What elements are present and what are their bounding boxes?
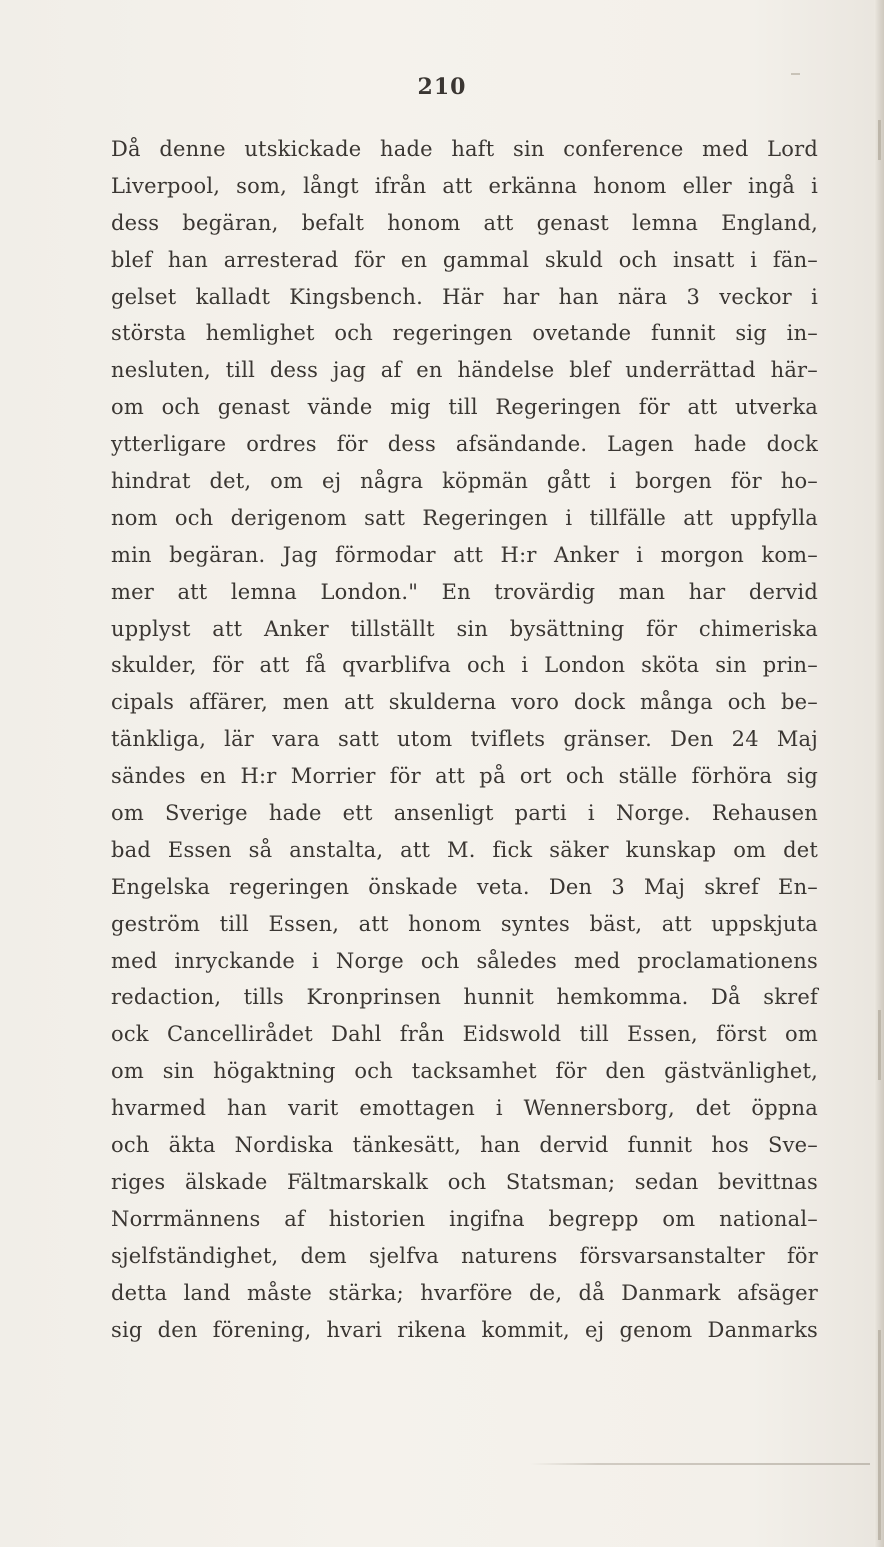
- text-line: redaction, tills Kronprinsen hunnit hemkomma. Då skref: [111, 985, 818, 1010]
- page-edge-shadow: [874, 0, 884, 1547]
- text-line: om och genast vände mig till Regeringen för att utverka: [111, 395, 818, 420]
- text-line: cipals affärer, men att skulderna voro dock många och be–: [111, 690, 818, 715]
- text-line: Liverpool, som, långt ifrån att erkänna honom eller ingå i: [111, 173, 818, 198]
- text-line: upplyst att Anker tillställt sin bysättning för chimeriska: [111, 616, 818, 641]
- text-line: tänkliga, lär vara satt utom tviflets gränser. Den 24 Maj: [111, 727, 818, 752]
- edge-mark: [878, 1330, 881, 1540]
- text-line: om sin högaktning och tacksamhet för den gästvänlighet,: [111, 1059, 818, 1084]
- edge-mark: [878, 120, 881, 160]
- text-line: sändes en H:r Morrier för att på ort och ställe förhöra sig: [111, 764, 818, 789]
- text-line: Engelska regeringen önskade veta. Den 3 Maj skref En–: [111, 874, 818, 899]
- text-line: dess begäran, befalt honom att genast lemna England,: [111, 210, 818, 235]
- text-line: hvarmed han varit emottagen i Wennersborg, det öppna: [111, 1096, 818, 1121]
- bottom-scan-mark: [530, 1463, 870, 1465]
- text-line: och äkta Nordiska tänkesätt, han dervid funnit hos Sve–: [111, 1133, 818, 1158]
- text-line: Norrmännens af historien ingifna begrepp om national–: [111, 1206, 818, 1231]
- text-line: min begäran. Jag förmodar att H:r Anker i morgon kom–: [111, 542, 818, 567]
- text-line: detta land måste stärka; hvarföre de, då Danmark afsäger: [111, 1280, 818, 1305]
- text-line: ytterligare ordres för dess afsändande. Lagen hade dock: [111, 432, 818, 457]
- text-line: mer att lemna London." En trovärdig man har dervid: [111, 579, 818, 604]
- page-number: 210: [417, 74, 467, 100]
- text-line: skulder, för att få qvarblifva och i London sköta sin prin–: [111, 653, 818, 678]
- text-line: nom och derigenom satt Regeringen i tillfälle att uppfylla: [111, 505, 818, 530]
- text-line: gelset kalladt Kingsbench. Här har han nära 3 veckor i: [111, 284, 818, 309]
- text-line: nesluten, till dess jag af en händelse blef underrättad här–: [111, 358, 818, 383]
- text-line: största hemlighet och regeringen ovetande funnit sig in–: [111, 321, 818, 346]
- edge-mark: [878, 1010, 881, 1080]
- text-line: sjelfständighet, dem sjelfva naturens försvarsanstalter för: [111, 1243, 818, 1268]
- text-line: blef han arresterad för en gammal skuld och insatt i fän–: [111, 247, 818, 272]
- body-text: [111, 131, 818, 1348]
- text-line: ock Cancellirådet Dahl från Eidswold till Essen, först om: [111, 1022, 818, 1047]
- text-line: Då denne utskickade hade haft sin conference med Lord: [111, 137, 818, 161]
- text-line: hindrat det, om ej några köpmän gått i borgen för ho–: [111, 469, 818, 494]
- text-line: geström till Essen, att honom syntes bäst, att uppskjuta: [111, 911, 818, 936]
- text-line: sig den förening, hvari rikena kommit, ej genom Danmarks: [111, 1317, 818, 1342]
- text-line: bad Essen så anstalta, att M. fick säker kunskap om det: [111, 837, 818, 862]
- text-line: om Sverige hade ett ansenligt parti i Norge. Rehausen: [111, 801, 818, 826]
- text-line: riges älskade Fältmarskalk och Statsman; sedan bevittnas: [111, 1169, 818, 1194]
- text-line: med inryckande i Norge och således med proclamationens: [111, 948, 818, 973]
